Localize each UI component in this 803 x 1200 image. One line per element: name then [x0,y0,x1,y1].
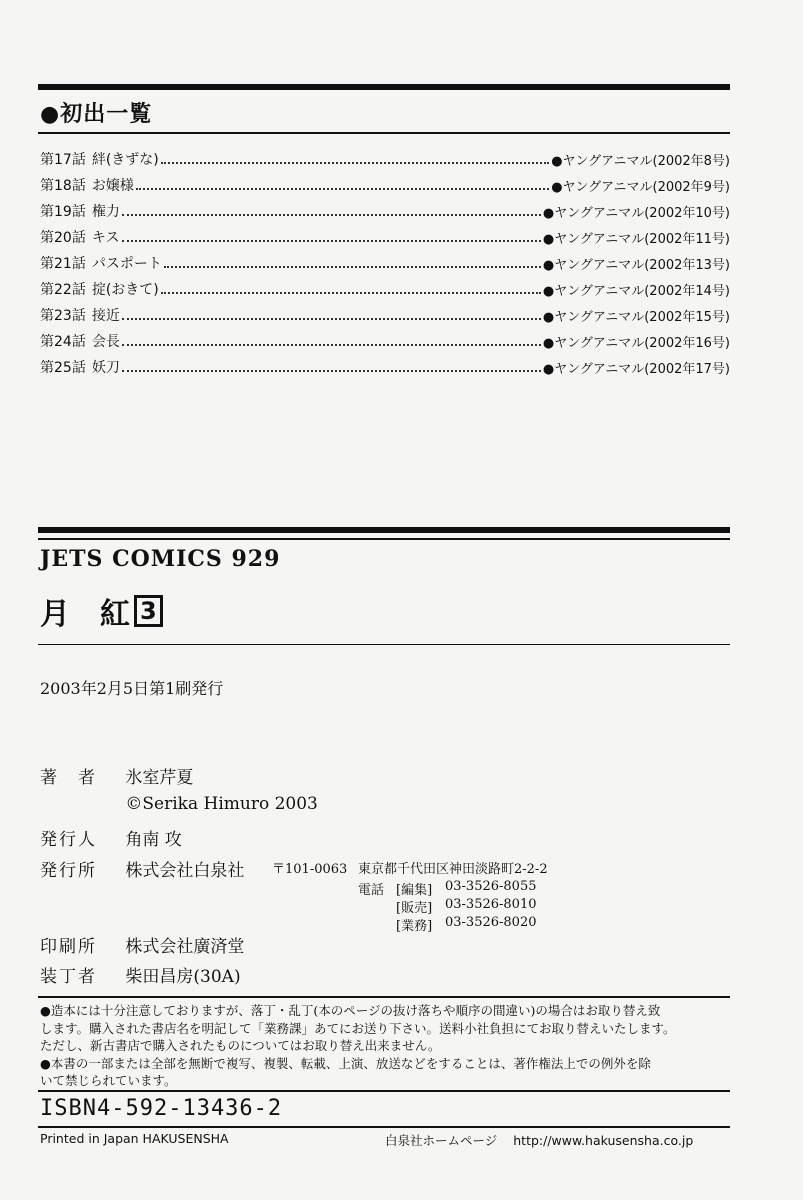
toc-leader-dots [164,265,541,268]
book-title-part2: 紅 [100,597,130,632]
publisher-person-line [40,825,182,850]
printer-name: 株式会社廣済堂 [125,937,245,957]
toc-chapter-title: パスポート [91,256,162,272]
postal-code: 〒101-0063 [272,862,348,877]
title-underline-rule [38,644,730,645]
homepage-label: 白泉社ホームページ [385,1133,498,1148]
toc-chapter-title: 絆(きずな) [91,152,159,168]
toc-chapter-number: 第18話 [40,178,86,194]
volume-number: 3 [134,595,163,627]
toc-chapter-title: 権力 [91,204,120,220]
toc-row [40,169,730,195]
notes-top-rule [38,996,730,998]
toc-row [40,273,730,299]
author-line [40,763,193,788]
publication-date: 2003年2月5日第1刷発行 [40,679,224,698]
toc-source: ●ヤングアニマル(2002年14号) [542,284,730,299]
toc-chapter-title: お嬢様 [91,178,134,194]
toc-leader-dots [161,291,541,294]
author-label: 著 者 [40,768,97,788]
publisher-person-label: 発行人 [40,830,97,850]
copyright-notice: ©Serika Himuro 2003 [125,794,318,814]
isbn-rule [38,1126,730,1128]
book-title [40,589,163,633]
notes-bottom-rule [38,1090,730,1092]
toc-chapter-number: 第24話 [40,334,86,350]
note-line: します。購入された書店名を明記して「業務課」あてにお送り下さい。送料小社負担にてお取り替えいたします。 [40,1020,676,1036]
toc-leader-dots [122,213,541,216]
toc-source: ●ヤングアニマル(2002年9号) [551,180,730,195]
toc-chapter-title: キス [91,230,120,246]
toc-source: ●ヤングアニマル(2002年15号) [542,310,730,325]
toc-chapter-title: 接近 [91,308,120,324]
colophon-sub-rule [38,538,730,540]
printer-line [40,932,244,957]
publisher-line [40,856,244,881]
phone-number-editorial: 03-3526-8055 [445,879,537,894]
toc-row [40,325,730,351]
toc-source: ●ヤングアニマル(2002年16号) [542,336,730,351]
phone-dept-operations: [業務] [396,919,433,934]
toc-row [40,351,730,377]
toc-heading: ●初出一覧 [40,102,153,127]
toc-chapter-number: 第17話 [40,152,86,168]
toc-source: ●ヤングアニマル(2002年8号) [551,154,730,169]
printer-label: 印刷所 [40,937,97,957]
toc-bottom-rule [38,132,730,134]
phone-number-operations: 03-3526-8020 [445,915,537,930]
toc-list [40,143,730,377]
author-name: 氷室芹夏 [125,768,194,788]
publisher-person-name: 角南 攻 [125,830,182,850]
homepage-line [385,1131,693,1149]
toc-row [40,143,730,169]
toc-row [40,221,730,247]
toc-chapter-number: 第23話 [40,308,86,324]
phone-number-sales: 03-3526-8010 [445,897,537,912]
note-line: ●本書の一部または全部を無断で複写、複製、転載、上演、放送などをすることは、著作権法上での例外を除 [40,1055,651,1071]
toc-leader-dots [122,317,541,320]
designer-name: 柴田昌房(30A) [125,967,241,987]
phone-dept-editorial: [編集] [396,883,433,898]
toc-leader-dots [122,239,541,242]
designer-label: 装丁者 [40,967,97,987]
designer-line [40,962,241,987]
note-line: ただし、新古書店で購入されたものについてはお取り替え出来ません。 [40,1038,441,1053]
toc-source: ●ヤングアニマル(2002年17号) [542,362,730,377]
publisher-label: 発行所 [40,861,97,881]
series-label: JETS COMICS 929 [40,546,281,572]
homepage-url[interactable]: http://www.hakusensha.co.jp [513,1133,694,1148]
copyright-line [40,794,318,814]
toc-chapter-title: 会長 [91,334,120,350]
toc-row [40,299,730,325]
toc-chapter-title: 妖刀 [91,360,120,376]
toc-chapter-number: 第22話 [40,282,86,298]
note-line: いて禁じられています。 [40,1073,177,1088]
toc-source: ●ヤングアニマル(2002年10号) [542,206,730,221]
toc-chapter-number: 第25話 [40,360,86,376]
toc-leader-dots [122,369,541,372]
colophon-top-rule [38,527,730,533]
toc-source: ●ヤングアニマル(2002年13号) [542,258,730,273]
notes-block [40,1002,740,1090]
publisher-name: 株式会社白泉社 [125,861,245,881]
book-title-part1: 月 [40,597,70,632]
phone-dept-sales: [販売] [396,901,433,916]
publisher-address: 東京都千代田区神田淡路町2-2-2 [358,862,548,877]
toc-chapter-number: 第19話 [40,204,86,220]
printed-in-japan: Printed in Japan HAKUSENSHA [40,1131,229,1146]
toc-chapter-title: 掟(おきて) [91,282,159,298]
isbn: ISBN4-592-13436-2 [40,1096,283,1121]
top-rule [38,84,730,90]
toc-chapter-number: 第21話 [40,256,86,272]
phone-label: 電話 [358,883,385,898]
toc-leader-dots [161,161,549,164]
toc-row [40,247,730,273]
note-line: ●造本には十分注意しておりますが、落丁・乱丁(本のページの抜け落ちや順序の間違い)の場合はお取り替え致 [40,1003,661,1018]
toc-row [40,195,730,221]
toc-leader-dots [122,343,541,346]
toc-chapter-number: 第20話 [40,230,86,246]
toc-source: ●ヤングアニマル(2002年11号) [542,232,730,247]
toc-leader-dots [136,187,549,190]
